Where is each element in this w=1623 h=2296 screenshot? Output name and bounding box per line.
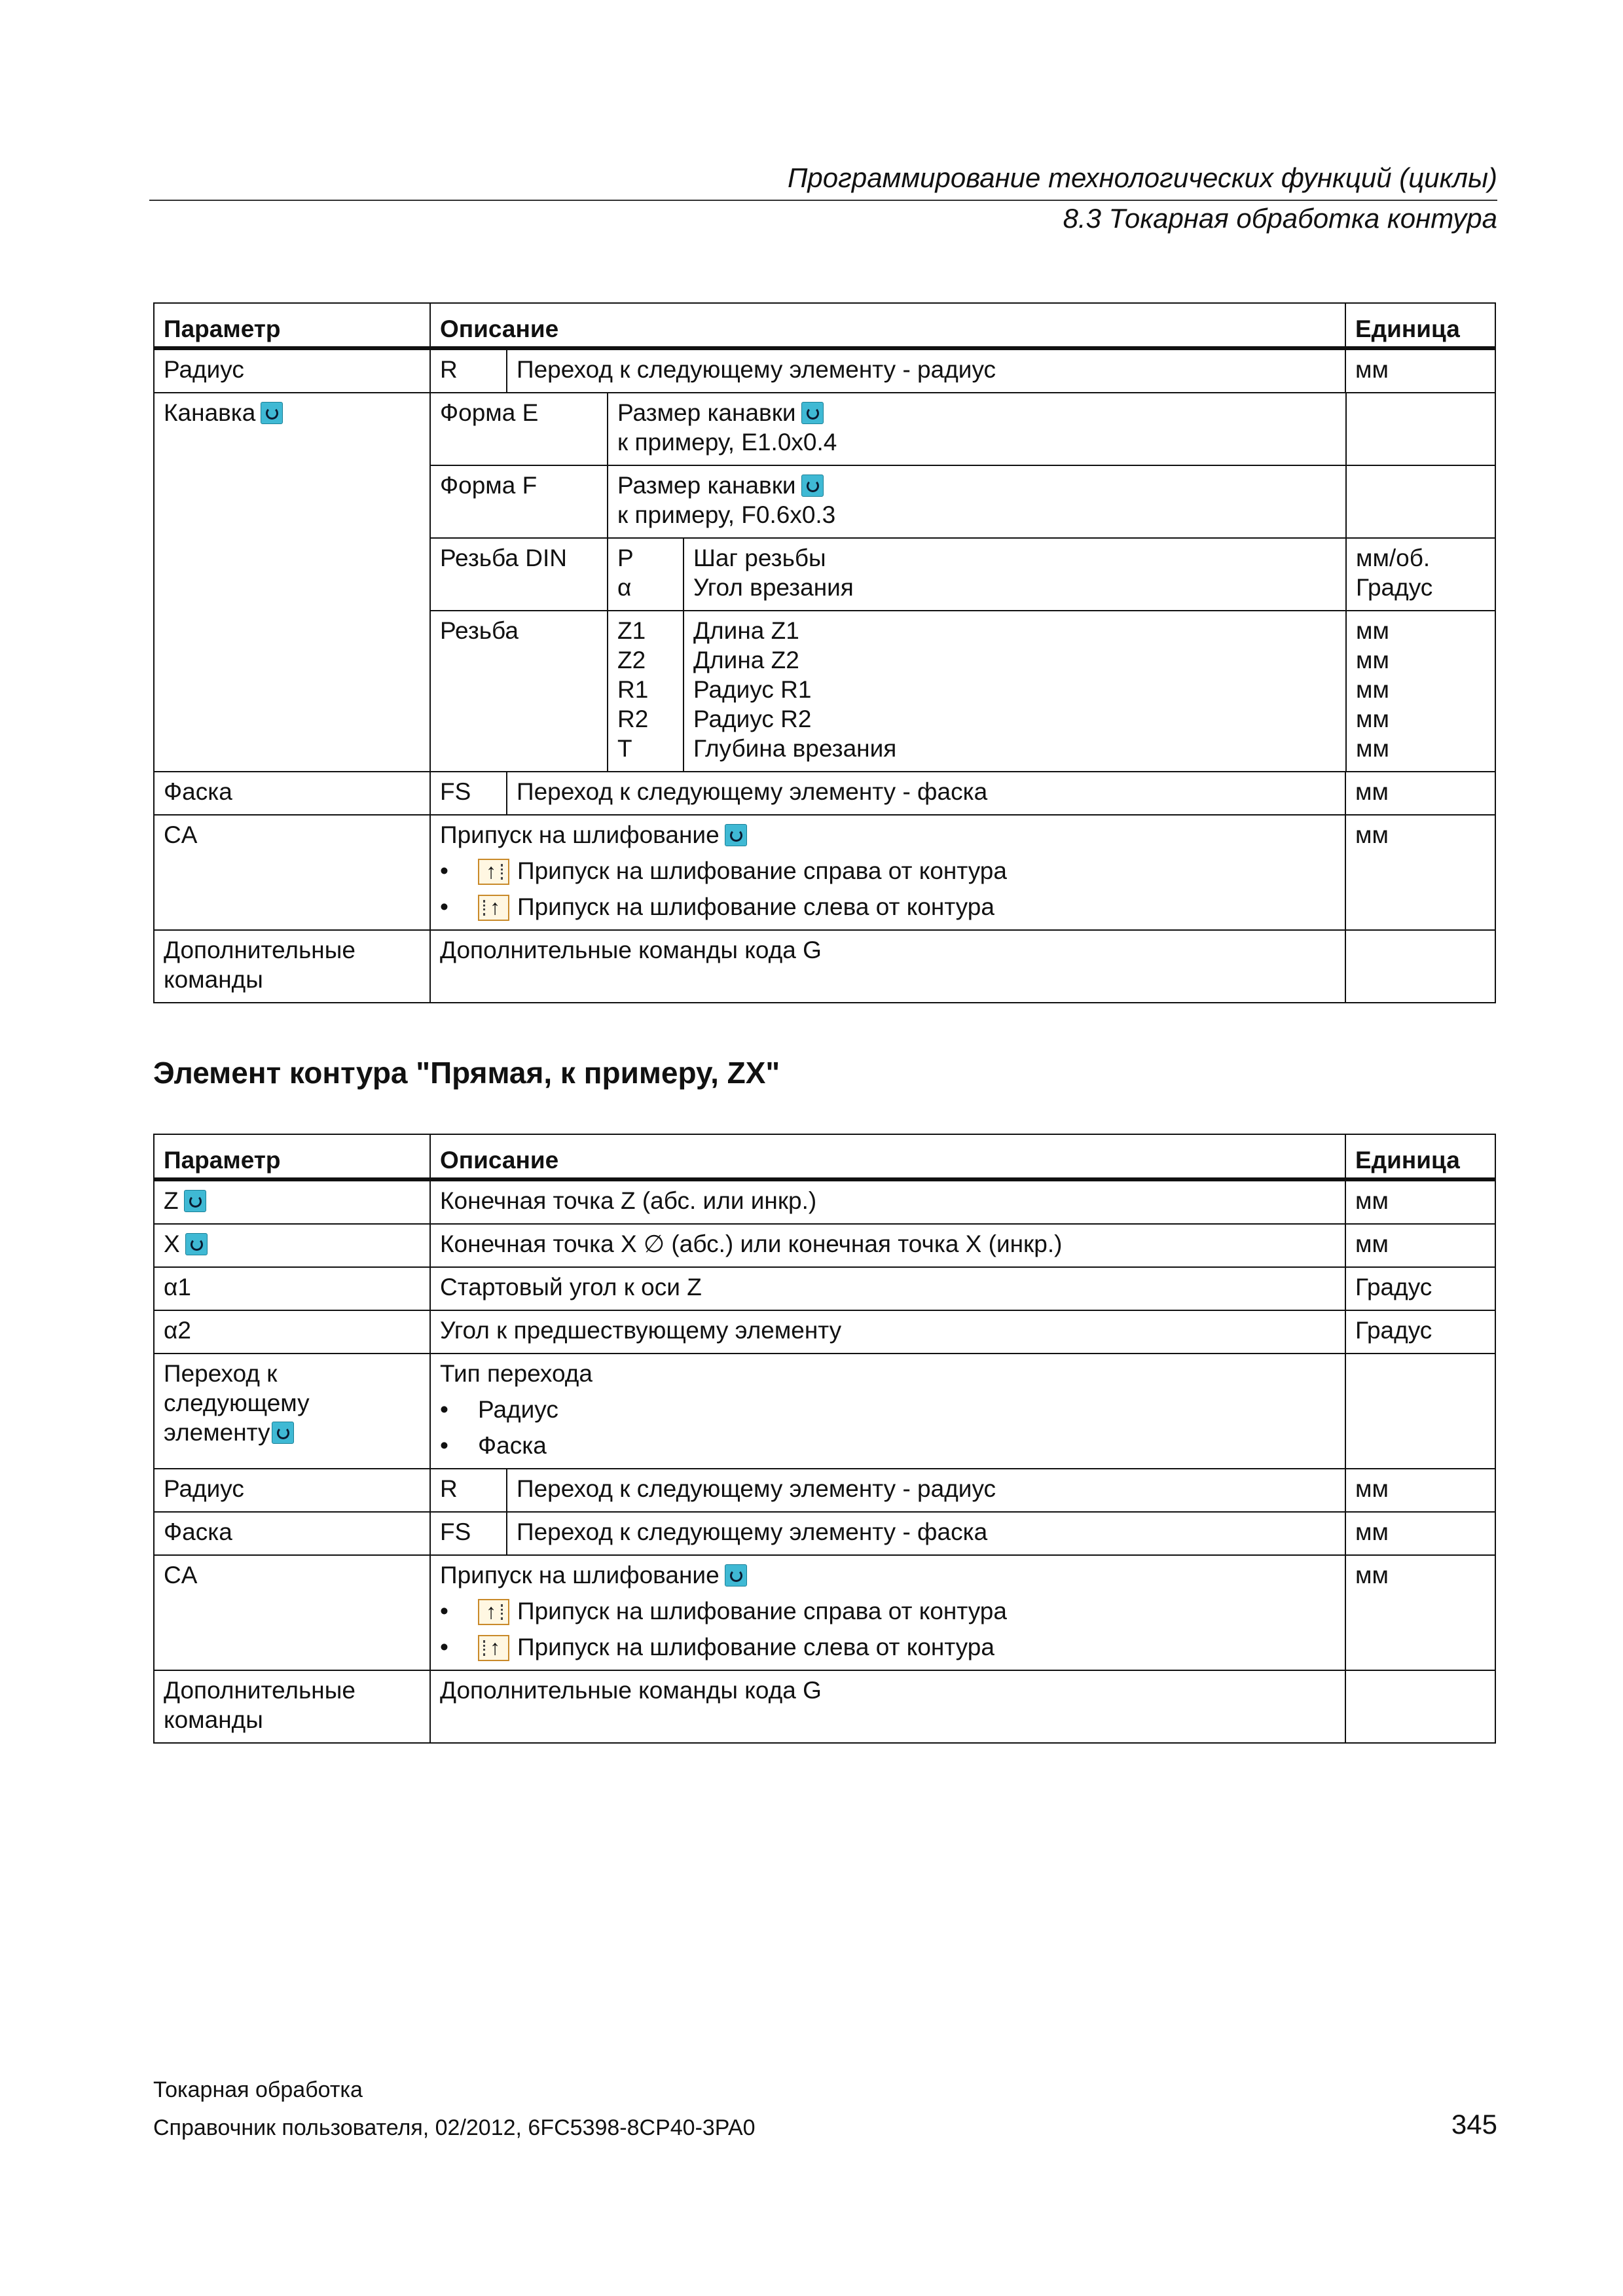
table-row: [431, 393, 1495, 465]
param-cell: CA: [154, 815, 430, 930]
description: Переход к следующему элементу - фаска: [507, 772, 1345, 814]
desc-cell: Дополнительные команды кода G: [430, 1670, 1345, 1743]
form-name: Резьба: [431, 611, 608, 771]
table-row: [154, 1555, 1495, 1670]
cycle-toggle-icon: [184, 1190, 206, 1212]
unit-cell: [1345, 1354, 1495, 1469]
header-unit: Единица: [1345, 1134, 1495, 1179]
table-row: [154, 1670, 1495, 1743]
param-cell: Переход к следующему элементу: [154, 1354, 430, 1469]
unit-cell: мм/об. Градус: [1346, 538, 1495, 611]
table-row: [154, 348, 1495, 393]
desc-cell: [430, 1512, 1345, 1555]
table-row: [154, 1179, 1495, 1224]
desc-cell: Конечная точка Z (абс. или инкр.): [430, 1179, 1345, 1224]
table-header-row: [154, 303, 1495, 348]
param-cell: CA: [154, 1555, 430, 1670]
unit-cell: мм: [1345, 348, 1495, 393]
unit-cell: мм мм мм мм мм: [1346, 611, 1495, 771]
cycle-toggle-icon: [725, 824, 747, 846]
footer-manual-info: Справочник пользователя, 02/2012, 6FC5398-8CP40-3PA0: [153, 2115, 756, 2140]
groove-sub-table: [430, 393, 1495, 772]
table-header-row: [154, 1134, 1495, 1179]
param-cell: Фаска: [154, 772, 430, 815]
cycle-toggle-icon: [261, 402, 283, 424]
page-number: 345: [1451, 2109, 1497, 2140]
param-cell: [154, 393, 430, 772]
table-row: [154, 1469, 1495, 1512]
header-desc: Описание: [430, 1134, 1345, 1179]
chapter-title: Программирование технологических функций (циклы): [787, 162, 1497, 193]
list-item: •↑ Припуск на шлифование справа от контура: [440, 1596, 1336, 1626]
symbol: R: [440, 356, 458, 383]
list-item: • Радиус: [440, 1396, 558, 1423]
section-heading: Элемент контура "Прямая, к примеру, ZX": [153, 1056, 780, 1090]
param-cell: Радиус: [154, 1469, 430, 1512]
description: Припуск на шлифование: [440, 1562, 720, 1588]
symbol: FS: [440, 1518, 471, 1545]
symbols: Z1 Z2 R1 R2 T: [608, 611, 684, 771]
header-divider: [149, 200, 1497, 201]
description: Припуск на шлифование: [440, 821, 720, 848]
description: Тип перехода: [440, 1360, 593, 1387]
cycle-toggle-icon: [272, 1422, 294, 1444]
desc-line: к примеру, F0.6x0.3: [617, 501, 836, 528]
table-row: [431, 611, 1495, 771]
unit-cell: мм: [1345, 1555, 1495, 1670]
param-cell: Радиус: [154, 348, 430, 393]
cycle-toggle-icon: [801, 402, 824, 424]
description: Переход к следующему элементу - радиус: [507, 1469, 1345, 1511]
description: [608, 465, 1346, 538]
desc-cell: Конечная точка X ∅ (абс.) или конечная точка X (инкр.): [430, 1224, 1345, 1267]
unit-cell: мм: [1345, 1179, 1495, 1224]
desc-cell: [430, 1354, 1345, 1469]
list-item: •↑ Припуск на шлифование справа от контура: [440, 856, 1336, 886]
description: [608, 393, 1346, 465]
unit-cell: мм: [1345, 815, 1495, 930]
list-item: •↑ Припуск на шлифование слева от контура: [440, 1632, 1336, 1662]
form-name: Форма F: [431, 465, 608, 538]
list-item: •↑ Припуск на шлифование слева от контура: [440, 892, 1336, 922]
symbols: P α: [608, 538, 684, 611]
param-cell: Фаска: [154, 1512, 430, 1555]
param-cell: Дополнительные команды: [154, 1670, 430, 1743]
desc-cell: [430, 1555, 1345, 1670]
form-name: Резьба DIN: [431, 538, 608, 611]
unit-cell: мм: [1345, 1224, 1495, 1267]
table-row: [154, 1224, 1495, 1267]
desc-cell: Дополнительные команды кода G: [430, 930, 1345, 1003]
symbol: FS: [440, 778, 471, 805]
desc-cell: [430, 772, 1345, 815]
unit-cell: мм: [1345, 772, 1495, 815]
unit-cell: [1345, 930, 1495, 1003]
desc-line: Размер канавки: [617, 399, 796, 426]
table-row: [154, 1310, 1495, 1354]
footer-product: Токарная обработка: [153, 2077, 363, 2102]
unit-cell: мм: [1345, 1512, 1495, 1555]
description: Переход к следующему элементу - радиус: [507, 350, 1345, 392]
table-row: [431, 538, 1495, 611]
table-row: [154, 1354, 1495, 1469]
unit-cell: [1346, 465, 1495, 538]
table-row: [154, 772, 1495, 815]
unit-cell: [1346, 393, 1495, 465]
param-cell: Дополнительные команды: [154, 930, 430, 1003]
table-row: [154, 1267, 1495, 1310]
form-name: Форма E: [440, 399, 539, 426]
list-item: • Фаска: [440, 1432, 547, 1459]
param-label: Канавка: [164, 399, 256, 426]
parameter-table-2: [153, 1134, 1496, 1744]
table-row: [154, 1512, 1495, 1555]
desc-cell: [430, 1469, 1345, 1512]
param-cell: α1: [154, 1267, 430, 1310]
desc-cell: Стартовый угол к оси Z: [430, 1267, 1345, 1310]
header-param: Параметр: [154, 1134, 430, 1179]
header-desc: Описание: [430, 303, 1345, 348]
header-param: Параметр: [154, 303, 430, 348]
symbol: R: [440, 1475, 458, 1502]
description: Переход к следующему элементу - фаска: [507, 1513, 1345, 1554]
desc-line: к примеру, E1.0x0.4: [617, 429, 837, 456]
allowance-right-icon: [478, 1599, 509, 1625]
desc-cell: Угол к предшествующему элементу: [430, 1310, 1345, 1354]
table-row: [154, 815, 1495, 930]
description: Шаг резьбы Угол врезания: [684, 538, 1346, 611]
desc-line: Размер канавки: [617, 472, 796, 499]
param-cell: Z: [154, 1179, 430, 1224]
cycle-toggle-icon: [801, 475, 824, 497]
desc-cell: [430, 348, 1345, 393]
table-row: [154, 393, 1495, 772]
param-cell: α2: [154, 1310, 430, 1354]
unit-cell: мм: [1345, 1469, 1495, 1512]
description: Длина Z1 Длина Z2 Радиус R1 Радиус R2 Глубина врезания: [684, 611, 1346, 771]
unit-cell: [1345, 1670, 1495, 1743]
allowance-left-icon: [478, 895, 509, 921]
desc-cell: [430, 815, 1345, 930]
header-unit: Единица: [1345, 303, 1495, 348]
cycle-toggle-icon: [185, 1233, 208, 1255]
parameter-table-1: [153, 302, 1496, 1003]
table-row: [154, 930, 1495, 1003]
section-title: 8.3 Токарная обработка контура: [1063, 203, 1497, 234]
allowance-left-icon: [478, 1635, 509, 1661]
unit-cell: Градус: [1345, 1310, 1495, 1354]
allowance-right-icon: [478, 859, 509, 885]
param-cell: X: [154, 1224, 430, 1267]
table-row: [431, 465, 1495, 538]
unit-cell: Градус: [1345, 1267, 1495, 1310]
cycle-toggle-icon: [725, 1564, 747, 1587]
